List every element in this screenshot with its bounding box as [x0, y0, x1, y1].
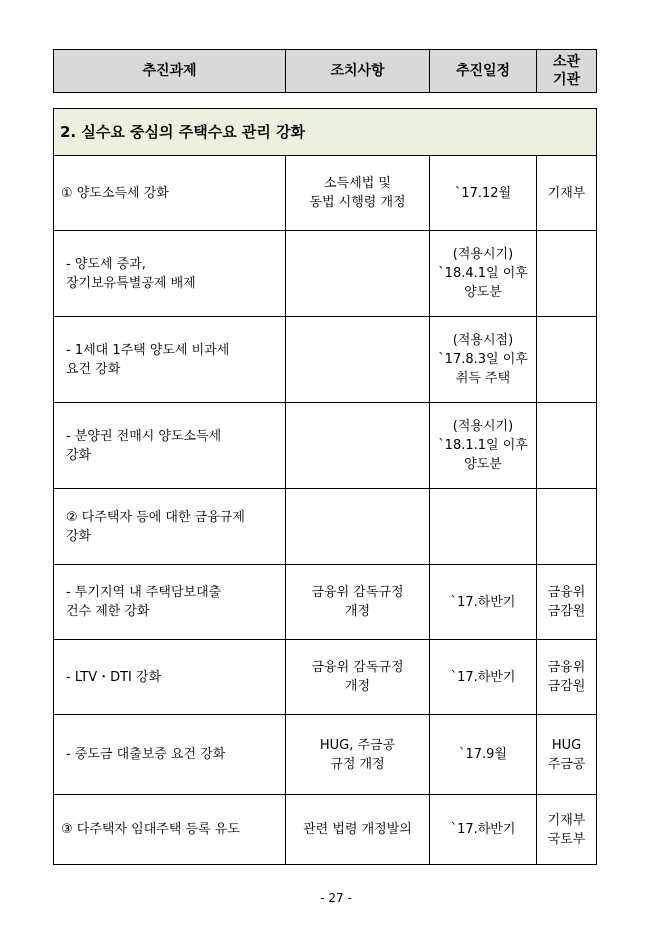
task-cell [54, 403, 286, 489]
action-line: 관련 법령 개정발의 [303, 822, 412, 837]
section-title: 2. 실수요 중심의 주택수요 관리 강화 [54, 109, 597, 156]
task-line: - 중도금 대출보증 요건 강화 [66, 747, 226, 762]
action-cell [286, 317, 430, 403]
header-agency-line2: 기관 [552, 72, 581, 88]
action-cell [286, 231, 430, 317]
agency-cell [537, 403, 597, 489]
schedule-line: `17.8.3일 이후 [438, 352, 528, 367]
action-cell [286, 489, 430, 565]
schedule-line: (적용시점) [452, 333, 514, 348]
agency-cell [537, 317, 597, 403]
action-line: 금융위 감독규정 [311, 585, 404, 600]
schedule-line: `18.4.1일 이후 [438, 266, 528, 281]
section-row [54, 109, 597, 156]
schedule-cell [430, 640, 537, 715]
action-line: 동법 시행령 개정 [309, 195, 406, 210]
task-line: - LTV・DTI 강화 [66, 669, 162, 685]
table-row [54, 317, 597, 403]
agency-line: 금융위 [547, 660, 586, 675]
schedule-line: `17.9월 [458, 747, 507, 762]
schedule-cell [430, 403, 537, 489]
task-line: 요건 강화 [66, 361, 121, 377]
header-agency [537, 50, 597, 93]
action-line: 규정 개정 [330, 756, 385, 772]
agency-line: HUG [551, 737, 582, 753]
task-cell [54, 565, 286, 640]
schedule-cell [430, 795, 537, 865]
table-row [54, 403, 597, 489]
schedule-cell [430, 715, 537, 795]
schedule-line: 양도분 [464, 457, 502, 472]
header-agency-line1: 소관 [552, 54, 581, 70]
agency-cell [537, 715, 597, 795]
action-cell [286, 795, 430, 865]
main-table [53, 108, 597, 865]
schedule-line: `17.하반기 [450, 822, 516, 837]
agency-cell [537, 565, 597, 640]
action-line: 개정 [344, 604, 371, 619]
agency-line: 국토부 [547, 831, 586, 847]
task-cell [54, 795, 286, 865]
page-number: - 27 - [320, 891, 352, 905]
agency-cell [537, 795, 597, 865]
schedule-cell [430, 231, 537, 317]
agency-line: 금감원 [547, 604, 586, 619]
table-row [54, 489, 597, 565]
action-cell [286, 403, 430, 489]
schedule-cell [430, 317, 537, 403]
table-row [54, 231, 597, 317]
schedule-cell [430, 565, 537, 640]
schedule-line: `17.하반기 [450, 669, 516, 685]
task-line: ③ 다주택자 임대주택 등록 유도 [61, 822, 240, 837]
agency-cell [537, 231, 597, 317]
task-cell [54, 715, 286, 795]
agency-line: 기재부 [547, 812, 586, 828]
agency-line: 금융위 [547, 585, 586, 600]
task-line: ① 양도소득세 강화 [61, 185, 169, 201]
header-row [54, 50, 597, 93]
schedule-cell [430, 156, 537, 231]
table-row [54, 565, 597, 640]
task-line: - 투기지역 내 주택담보대출 [66, 585, 222, 600]
task-line: 강화 [66, 528, 92, 544]
action-cell [286, 156, 430, 231]
schedule-line: `17.12월 [454, 185, 512, 201]
agency-line: 금감원 [547, 679, 586, 694]
header-action: 조치사항 [286, 50, 430, 93]
action-line: 개정 [344, 679, 371, 694]
table-row [54, 156, 597, 231]
schedule-line: (적용시기) [452, 419, 514, 434]
header-schedule: 추진일정 [430, 50, 537, 93]
schedule-line: `18.1.1일 이후 [438, 438, 528, 453]
task-cell [54, 489, 286, 565]
task-line: - 1세대 1주택 양도세 비과세 [66, 342, 230, 358]
task-line: 장기보유특별공제 배제 [66, 275, 196, 291]
task-cell [54, 640, 286, 715]
table-row [54, 795, 597, 865]
schedule-line: 양도분 [464, 285, 502, 300]
action-line: HUG, 주금공 [319, 737, 396, 753]
task-cell [54, 231, 286, 317]
action-cell [286, 565, 430, 640]
task-line: 건수 제한 강화 [66, 604, 150, 619]
agency-line: 기재부 [547, 185, 586, 201]
task-line: - 분양권 전매시 양도소득세 [66, 428, 222, 444]
task-line: - 양도세 중과, [66, 256, 146, 272]
task-cell [54, 317, 286, 403]
agency-cell [537, 489, 597, 565]
schedule-line: (적용시기) [452, 247, 514, 262]
action-line: 소득세법 및 [324, 176, 391, 191]
schedule-cell [430, 489, 537, 565]
schedule-line: 취득 주택 [455, 371, 511, 386]
agency-cell [537, 156, 597, 231]
action-line: 금융위 감독규정 [311, 660, 404, 675]
task-cell [54, 156, 286, 231]
header-task: 추진과제 [54, 50, 286, 93]
table-body [54, 156, 597, 865]
task-line: 강화 [66, 447, 92, 463]
agency-cell [537, 640, 597, 715]
table-row [54, 640, 597, 715]
action-cell [286, 715, 430, 795]
agency-line: 주금공 [547, 756, 586, 772]
table-row [54, 715, 597, 795]
header-table [53, 49, 597, 93]
task-line: ② 다주택자 등에 대한 금융규제 [66, 509, 245, 525]
action-cell [286, 640, 430, 715]
schedule-line: `17.하반기 [450, 594, 516, 610]
